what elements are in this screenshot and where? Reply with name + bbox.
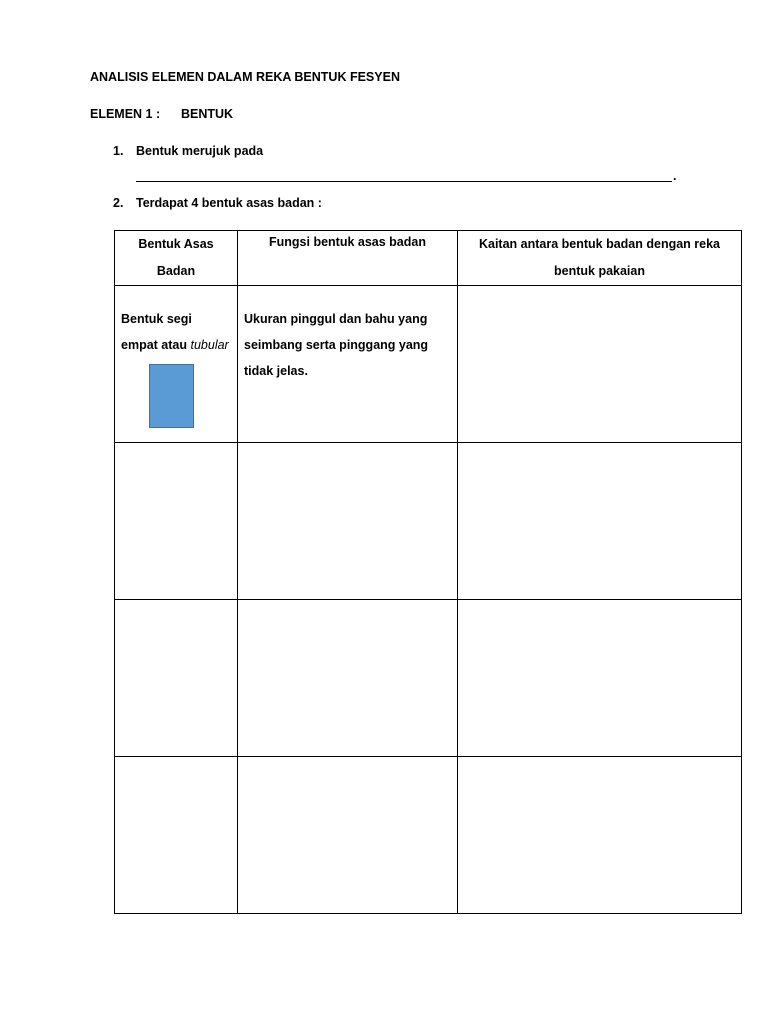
cell-body-shape[interactable] [115,286,238,443]
header-relation: Kaitan antara bentuk badan dengan reka bentuk pakaian [458,231,742,286]
cell-function[interactable] [238,443,458,600]
table-row [115,757,742,914]
answer-blank-line[interactable] [136,169,672,182]
cell-relation[interactable] [458,600,742,757]
element-name: BENTUK [181,107,234,121]
function-text: Ukuran pinggul dan bahu yang seimbang serta pinggang yang tidak jelas. [244,312,429,378]
element-label: ELEMEN 1 : [90,107,161,121]
body-shape-name: Bentuk segi empat atau [121,312,192,352]
cell-body-shape[interactable] [115,443,238,600]
table-row [115,600,742,757]
question-1-number: 1. [113,144,124,158]
question-2-text: Terdapat 4 bentuk asas badan : [136,196,322,210]
cell-body-shape[interactable] [115,600,238,757]
document-title: ANALISIS ELEMEN DALAM REKA BENTUK FESYEN [90,70,400,84]
cell-function[interactable] [238,286,458,443]
header-function: Fungsi bentuk asas badan [238,231,458,286]
cell-relation[interactable] [458,286,742,443]
table-row [115,286,742,443]
relation-text [458,286,741,306]
cell-function[interactable] [238,757,458,914]
cell-relation[interactable] [458,757,742,914]
cell-function[interactable] [238,600,458,757]
body-shape-italic: tubular [190,338,229,352]
answer-end-period: . [673,169,677,183]
body-shape-table [114,230,742,914]
header-body-shape: Bentuk Asas Badan [115,231,238,286]
question-2-number: 2. [113,196,124,210]
table-header-row [115,231,742,286]
question-1-text: Bentuk merujuk pada [136,144,264,158]
table-row [115,443,742,600]
rectangle-shape-icon [149,364,194,428]
cell-relation[interactable] [458,443,742,600]
cell-body-shape[interactable] [115,757,238,914]
